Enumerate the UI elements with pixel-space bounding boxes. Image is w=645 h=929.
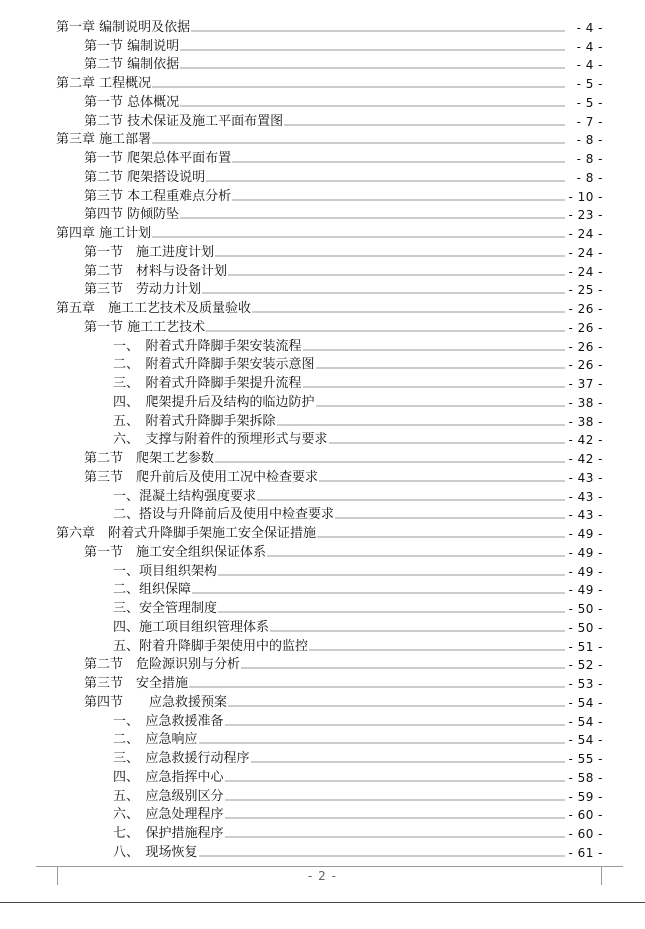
toc-dot-leader (257, 498, 565, 502)
toc-entry-title: 第三节 爬升前后及使用工况中检查要求 (84, 469, 319, 485)
toc-dot-leader (206, 329, 565, 333)
toc-entry-title: 二、组织保障 (113, 582, 192, 598)
toc-entry[interactable] (0, 130, 645, 149)
toc-entry-title: 第三节 本工程重难点分析 (84, 188, 232, 204)
toc-entry-title: 第五章 施工工艺技术及质量验收 (56, 301, 252, 316)
toc-entry-title: 第二节 材料与设备计划 (84, 263, 228, 279)
toc-dot-leader (317, 535, 565, 539)
toc-entry-page: - 8 - (576, 152, 603, 166)
toc-entry[interactable] (0, 542, 645, 561)
toc-dot-leader (303, 385, 565, 389)
toc-entry[interactable] (0, 336, 645, 355)
toc-entry[interactable] (0, 73, 645, 92)
toc-entry-title: 第四节 应急救援预案 (84, 694, 228, 710)
toc-entry-page: - 58 - (568, 770, 603, 785)
table-of-contents (0, 17, 645, 861)
toc-entry-page: - 10 - (568, 189, 603, 204)
toc-entry[interactable] (0, 55, 645, 74)
toc-entry-page: - 26 - (568, 320, 603, 335)
toc-entry[interactable] (0, 711, 645, 730)
toc-dot-leader (270, 629, 565, 633)
toc-entry-page: - 49 - (568, 583, 603, 598)
toc-entry-title: 第一节 施工工艺技术 (84, 319, 206, 335)
toc-entry-page: - 26 - (568, 339, 603, 354)
toc-entry-page: - 8 - (576, 170, 603, 185)
toc-entry[interactable] (0, 673, 645, 692)
toc-entry-title: 二、 应急响应 (113, 732, 198, 748)
toc-entry-page: - 26 - (568, 302, 603, 316)
toc-entry-page: - 55 - (568, 752, 603, 766)
toc-entry[interactable] (0, 430, 645, 449)
toc-entry-page: - 43 - (568, 470, 603, 485)
toc-entry-title: 一、混凝土结构强度要求 (113, 488, 257, 504)
toc-dot-leader (192, 591, 565, 595)
toc-entry-page: - 54 - (568, 733, 603, 748)
toc-entry[interactable] (0, 767, 645, 786)
toc-entry[interactable] (0, 411, 645, 430)
toc-entry-title: 第二节 危险源识别与分析 (84, 657, 241, 673)
toc-entry-page: - 49 - (568, 527, 603, 541)
toc-entry-page: - 24 - (568, 227, 603, 241)
toc-entry-title: 第一节 施工安全组织保证体系 (84, 544, 267, 560)
toc-entry-page: - 23 - (568, 208, 603, 223)
toc-entry-title: 七、 保护措施程序 (113, 826, 224, 841)
toc-entry-page: - 38 - (568, 414, 603, 429)
toc-entry-page: - 43 - (568, 489, 603, 504)
toc-dot-leader (316, 366, 565, 370)
toc-entry-title: 第二节 技术保证及施工平面布置图 (84, 113, 284, 129)
toc-dot-leader (251, 760, 565, 764)
toc-dot-leader (215, 254, 565, 258)
toc-entry-title: 第一节 总体概况 (84, 94, 180, 110)
toc-entry-title: 第三节 安全措施 (84, 676, 189, 691)
toc-dot-leader (319, 479, 565, 483)
toc-dot-leader (218, 573, 565, 577)
toc-dot-leader (225, 723, 565, 727)
toc-entry[interactable] (0, 17, 645, 36)
toc-entry[interactable] (0, 636, 645, 655)
toc-entry[interactable] (0, 280, 645, 299)
toc-entry-page: - 4 - (576, 58, 603, 73)
toc-entry[interactable] (0, 392, 645, 411)
toc-entry-page: - 38 - (568, 395, 603, 410)
toc-entry-title: 二、搭设与升降前后及使用中检查要求 (113, 507, 335, 523)
toc-entry[interactable] (0, 261, 645, 280)
toc-entry-page: - 43 - (568, 508, 603, 523)
toc-entry[interactable] (0, 842, 645, 861)
toc-entry-title: 六、 支撑与附着件的预埋形式与要求 (113, 432, 328, 448)
toc-entry[interactable] (0, 523, 645, 542)
toc-entry-page: - 24 - (568, 264, 603, 279)
toc-entry-title: 一、项目组织架构 (113, 563, 218, 579)
toc-entry[interactable] (0, 748, 645, 767)
toc-entry-page: - 50 - (568, 620, 603, 635)
toc-entry-title: 第二节 编制依据 (84, 57, 180, 73)
toc-entry-page: - 60 - (568, 827, 603, 841)
toc-dot-leader (189, 685, 565, 689)
toc-entry[interactable] (0, 223, 645, 242)
toc-dot-leader (284, 123, 565, 127)
toc-entry-page: - 5 - (576, 95, 603, 110)
footer-rule (36, 866, 623, 867)
toc-entry-title: 第四节 防倾防坠 (84, 207, 180, 223)
toc-entry-page: - 60 - (568, 808, 603, 823)
toc-entry-page: - 5 - (576, 77, 603, 91)
toc-entry-title: 第一节 编制说明 (84, 38, 180, 54)
toc-entry-title: 六、 应急处理程序 (113, 807, 224, 823)
toc-entry-title: 第一章 编制说明及依据 (56, 19, 191, 35)
toc-entry-title: 第一节 施工进度计划 (84, 244, 215, 260)
toc-entry-page: - 42 - (568, 452, 603, 466)
toc-entry-page: - 26 - (568, 358, 603, 373)
toc-dot-leader (309, 648, 565, 652)
toc-entry[interactable] (0, 805, 645, 824)
toc-entry-title: 五、 附着式升降脚手架拆除 (113, 413, 276, 429)
toc-dot-leader (180, 216, 565, 220)
toc-dot-leader (199, 854, 565, 858)
toc-entry[interactable] (0, 317, 645, 336)
toc-dot-leader (252, 310, 565, 314)
toc-entry-page: - 50 - (568, 602, 603, 616)
toc-dot-leader (215, 460, 565, 464)
toc-entry-page: - 51 - (568, 639, 603, 654)
toc-dot-leader (225, 835, 565, 839)
toc-entry-title: 二、 附着式升降脚手架安装示意图 (113, 357, 315, 373)
toc-entry-page: - 42 - (568, 433, 603, 448)
toc-entry-title: 三、 应急救援行动程序 (113, 751, 250, 766)
toc-dot-leader (152, 141, 565, 145)
toc-entry-page: - 25 - (568, 283, 603, 298)
toc-dot-leader (206, 179, 565, 183)
toc-dot-leader (232, 160, 565, 164)
toc-entry[interactable] (0, 786, 645, 805)
toc-dot-leader (218, 610, 565, 614)
toc-dot-leader (228, 704, 565, 708)
toc-dot-leader (202, 291, 565, 295)
toc-entry-page: - 8 - (576, 133, 603, 148)
toc-entry-title: 八、 现场恢复 (113, 844, 198, 860)
toc-entry-page: - 24 - (568, 245, 603, 260)
toc-dot-leader (335, 516, 565, 520)
toc-entry-title: 第二节 爬架工艺参数 (84, 451, 215, 466)
toc-dot-leader (152, 235, 565, 239)
toc-entry-title: 第二章 工程概况 (56, 76, 152, 91)
toc-entry[interactable] (0, 505, 645, 524)
toc-entry-title: 第三章 施工部署 (56, 132, 152, 148)
toc-entry[interactable] (0, 205, 645, 224)
toc-entry-title: 一、 附着式升降脚手架安装流程 (113, 338, 302, 354)
toc-entry[interactable] (0, 823, 645, 842)
toc-dot-leader (267, 554, 565, 558)
toc-entry[interactable] (0, 186, 645, 205)
toc-dot-leader (180, 66, 565, 70)
toc-entry-title: 第一节 爬架总体平面布置 (84, 151, 232, 166)
toc-dot-leader (180, 104, 565, 108)
toc-entry-page: - 37 - (568, 377, 603, 391)
toc-entry-title: 五、 应急级别区分 (113, 788, 224, 804)
toc-entry-page: - 61 - (568, 845, 603, 860)
toc-entry-page: - 59 - (568, 789, 603, 804)
toc-dot-leader (225, 779, 565, 783)
toc-entry[interactable] (0, 598, 645, 617)
toc-entry-title: 四、施工项目组织管理体系 (113, 619, 270, 635)
toc-entry[interactable] (0, 36, 645, 55)
toc-dot-leader (228, 273, 565, 277)
toc-dot-leader (191, 29, 565, 33)
toc-entry-page: - 49 - (568, 545, 603, 560)
toc-entry-page: - 52 - (568, 658, 603, 673)
toc-dot-leader (241, 666, 565, 670)
toc-entry-title: 五、附着升降脚手架使用中的监控 (113, 638, 309, 654)
toc-entry[interactable] (0, 148, 645, 167)
toc-entry[interactable] (0, 298, 645, 317)
toc-entry-page: - 49 - (568, 564, 603, 579)
toc-entry[interactable] (0, 486, 645, 505)
toc-dot-leader (225, 798, 565, 802)
toc-entry-title: 第四章 施工计划 (56, 226, 152, 241)
toc-dot-leader (180, 48, 565, 52)
toc-entry[interactable] (0, 617, 645, 636)
toc-entry-page: - 53 - (568, 677, 603, 691)
toc-dot-leader (225, 816, 565, 820)
toc-entry-title: 第二节 爬架搭设说明 (84, 169, 206, 185)
toc-entry-title: 第六章 附着式升降脚手架施工安全保证措施 (56, 526, 317, 541)
toc-entry[interactable] (0, 355, 645, 374)
toc-entry-title: 一、 应急救援准备 (113, 713, 224, 729)
toc-dot-leader (277, 423, 565, 427)
toc-entry-page: - 4 - (576, 39, 603, 54)
toc-entry[interactable] (0, 448, 645, 467)
page-number: - 2 - (308, 869, 337, 883)
toc-entry-title: 四、 应急指挥中心 (113, 769, 224, 785)
toc-entry-title: 三、安全管理制度 (113, 601, 218, 616)
toc-dot-leader (199, 741, 565, 745)
toc-entry[interactable] (0, 692, 645, 711)
toc-entry-page: - 4 - (576, 20, 603, 35)
toc-entry-title: 第三节 劳动力计划 (84, 282, 202, 298)
toc-dot-leader (329, 441, 565, 445)
toc-entry-title: 三、 附着式升降脚手架提升流程 (113, 376, 302, 391)
toc-entry[interactable] (0, 580, 645, 599)
toc-entry[interactable] (0, 655, 645, 674)
toc-entry[interactable] (0, 561, 645, 580)
page-bottom-edge (0, 902, 645, 903)
toc-entry-page: - 54 - (568, 695, 603, 710)
toc-entry[interactable] (0, 111, 645, 130)
toc-dot-leader (316, 404, 565, 408)
toc-entry[interactable] (0, 467, 645, 486)
toc-entry[interactable] (0, 242, 645, 261)
toc-entry[interactable] (0, 92, 645, 111)
toc-entry-page: - 54 - (568, 714, 603, 729)
toc-dot-leader (303, 348, 565, 352)
toc-entry[interactable] (0, 373, 645, 392)
toc-entry[interactable] (0, 730, 645, 749)
toc-entry-title: 四、 爬架提升后及结构的临边防护 (113, 394, 315, 410)
toc-entry-page: - 7 - (576, 114, 603, 129)
toc-dot-leader (232, 198, 565, 202)
toc-dot-leader (152, 85, 565, 89)
toc-entry[interactable] (0, 167, 645, 186)
